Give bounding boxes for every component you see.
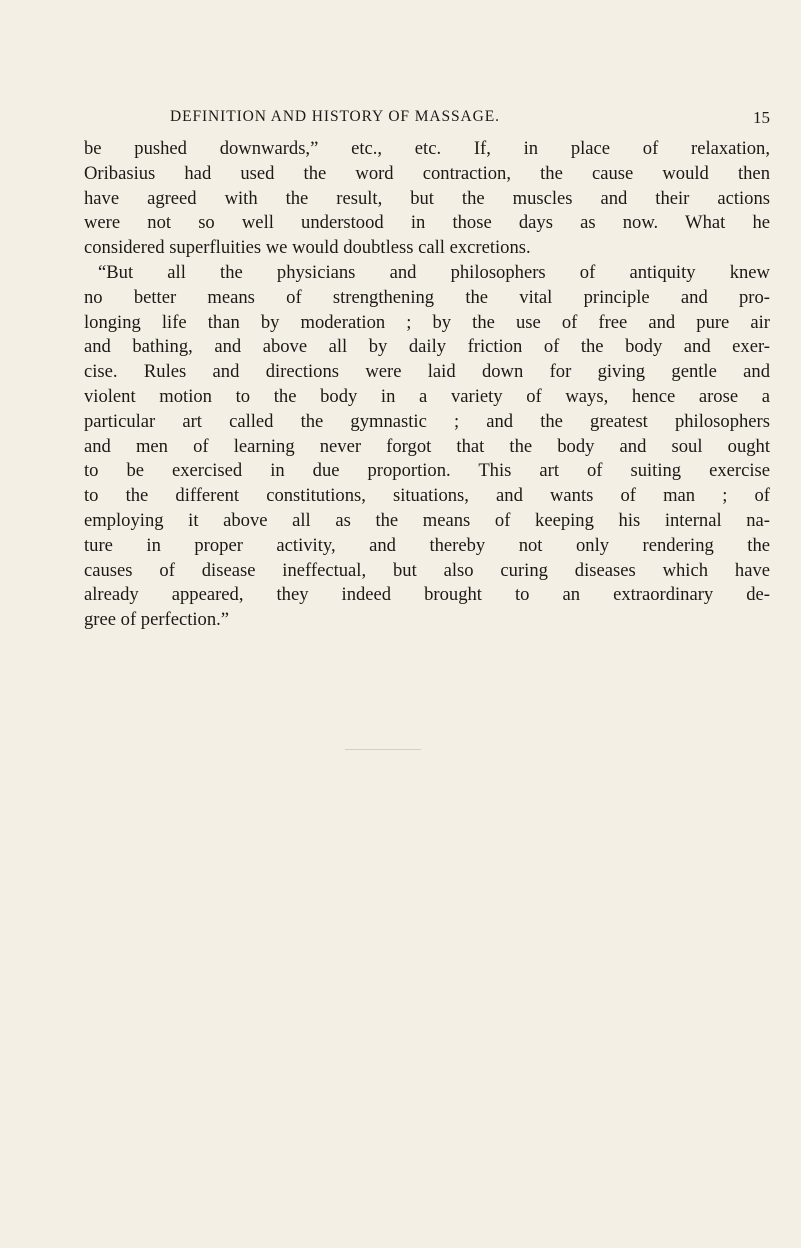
- text-line: already appeared, they indeed brought to an extraordinary de-: [84, 584, 770, 606]
- text-line: employing it above all as the means of keeping his internal na-: [84, 509, 770, 531]
- text-line: Oribasius had used the word contraction, the cause would then: [84, 162, 770, 184]
- text-line: were not so well understood in those days as now. What he: [84, 212, 770, 234]
- text-line: and bathing, and above all by daily friction of the body and exer-: [84, 336, 770, 358]
- page-number: 15: [753, 108, 770, 127]
- running-head-title: DEFINITION AND HISTORY OF MASSAGE.: [170, 108, 500, 125]
- text-line: considered superfluities we would doubtless call excretions.: [84, 237, 531, 259]
- text-line: have agreed with the result, but the muscles and their actions: [84, 187, 770, 209]
- text-line: “But all the physicians and philosophers of antiquity knew: [98, 261, 770, 283]
- text-line: longing life than by moderation ; by the use of free and pure air: [84, 311, 770, 333]
- text-line: particular art called the gymnastic ; and the greatest philosophers: [84, 410, 770, 432]
- text-line: to the different constitutions, situations, and wants of man ; of: [84, 485, 770, 507]
- paper-mark: [345, 749, 421, 750]
- running-head: [170, 108, 770, 132]
- text-line: cise. Rules and directions were laid down for giving gentle and: [84, 361, 770, 383]
- text-line: gree of perfection.”: [84, 609, 230, 631]
- text-line: and men of learning never forgot that the body and soul ought: [84, 435, 770, 457]
- body-text: [84, 137, 770, 633]
- text-line: violent motion to the body in a variety of ways, hence arose a: [84, 385, 770, 407]
- text-line: to be exercised in due proportion. This art of suiting exercise: [84, 460, 770, 482]
- text-line: causes of disease ineffectual, but also curing diseases which have: [84, 559, 770, 581]
- text-line: ture in proper activity, and thereby not only rendering the: [84, 534, 770, 556]
- text-line: be pushed downwards,” etc., etc. If, in place of relaxation,: [84, 138, 770, 159]
- text-line: no better means of strengthening the vital principle and pro-: [84, 286, 770, 308]
